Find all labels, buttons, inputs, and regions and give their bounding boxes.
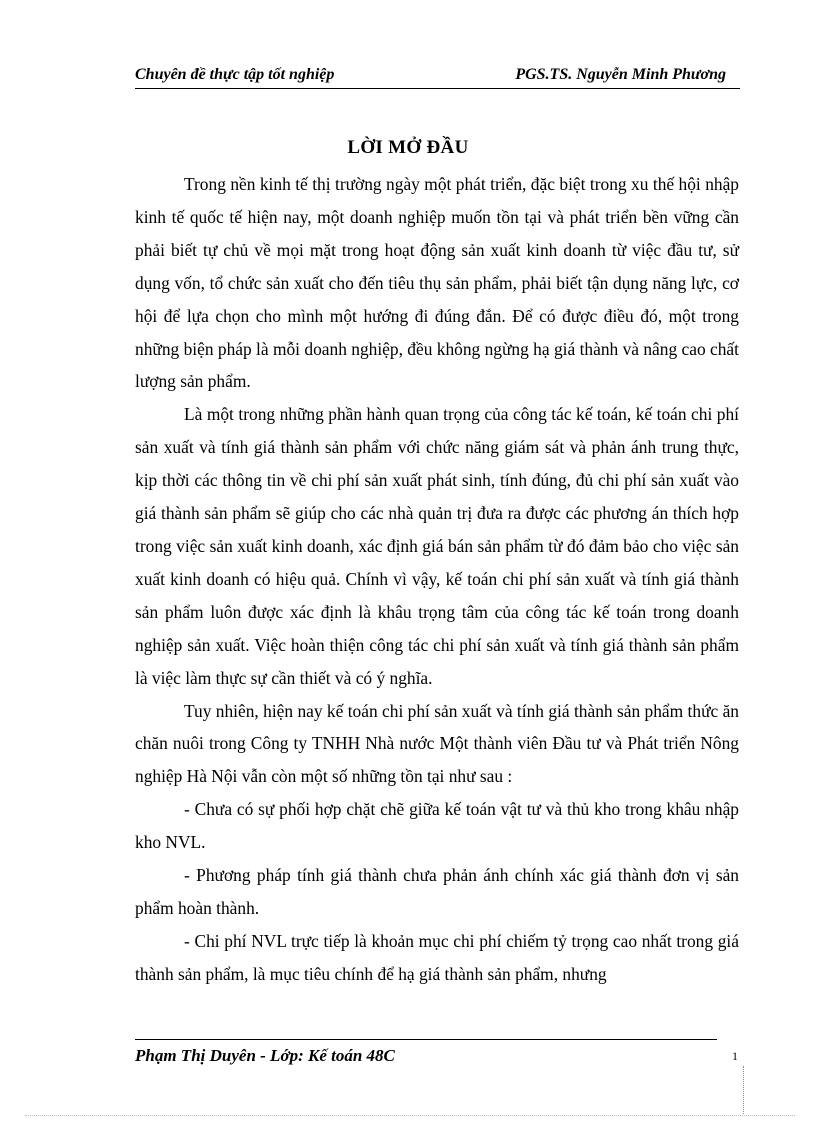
page-number: 1 [732, 1049, 738, 1063]
paragraph: Trong nền kinh tế thị trường ngày một phát triển, đặc biệt trong xu thế hội nhập kinh tế quốc tế hiện nay, một doanh nghiệp muốn tồn tại và phát triển bền vững cần phải biết tự chủ về mọi mặt trong hoạt động sản xuất kinh doanh từ việc đầu tư, sử dụng vốn, tổ chức sản xuất cho đến tiêu thụ sản phẩm, phải biết tận dụng năng lực, cơ hội để lựa chọn cho mình một hướng đi đúng đắn. Để có được điều đó, một trong những biện pháp là mỗi doanh nghiệp, đều không ngừng hạ giá thành và nâng cao chất lượng sản phẩm. [135, 174, 739, 392]
paragraph: Tuy nhiên, hiện nay kế toán chi phí sản xuất và tính giá thành sản phẩm thức ăn chăn nuôi trong Công ty TNHH Nhà nước Một thành viên Đầu tư và Phát triển Nông nghiệp Hà Nội vẫn còn một số những tồn tại như sau : [135, 700, 739, 787]
page-title: LỜI MỞ ĐẦU [347, 137, 469, 158]
body-text [135, 168, 739, 991]
page-header [135, 64, 740, 89]
margin-marker [743, 1066, 744, 1114]
paragraph: - Chưa có sự phối hợp chặt chẽ giữa kế toán vật tư và thủ kho trong khâu nhập kho NVL. [135, 799, 739, 853]
paragraph: - Chi phí NVL trực tiếp là khoản mục chi phí chiếm tỷ trọng cao nhất trong giá thành sản phẩm, là mục tiêu chính để hạ giá thành sản phẩm, nhưng [135, 930, 739, 984]
header-supervisor: PGS.TS. Nguyễn Minh Phương [515, 66, 726, 83]
footer-divider [135, 1039, 717, 1040]
footer-author: Phạm Thị Duyên - Lớp: Kế toán 48C [135, 1046, 395, 1065]
paragraph: Là một trong những phần hành quan trọng của công tác kế toán, kế toán chi phí sản xuất và tính giá thành sản phẩm với chức năng giám sát và phản ánh trung thực, kịp thời các thông tin về chi phí sản xuất phát sinh, tính đúng, đủ chi phí sản xuất vào giá thành sản phẩm sẽ giúp cho các nhà quản trị đưa ra được các phương án thích hợp trong việc sản xuất kinh doanh, xác định giá bán sản phẩm từ đó đảm bảo cho việc sản xuất kinh doanh có hiệu quả. Chính vì vậy, kế toán chi phí sản xuất và tính giá thành sản phẩm luôn được xác định là khâu trọng tâm của công tác kế toán trong doanh nghiệp sản xuất. Việc hoàn thiện công tác chi phí sản xuất và tính giá thành sản phẩm là việc làm thực sự cần thiết và có ý nghĩa. [135, 404, 739, 688]
paragraph: - Phương pháp tính giá thành chưa phản ánh chính xác giá thành đơn vị sản phẩm hoàn thành. [135, 865, 739, 918]
page-edge-marker [25, 1115, 795, 1116]
header-document-type: Chuyên đề thực tập tốt nghiệp [135, 66, 335, 83]
